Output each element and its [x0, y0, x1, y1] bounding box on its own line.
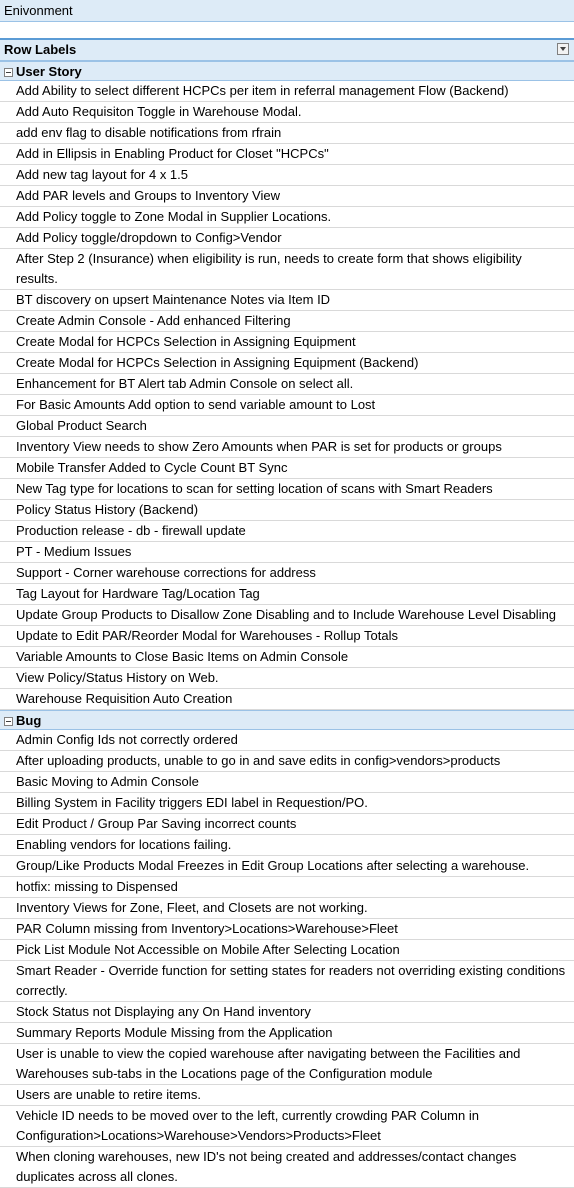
row-label-item[interactable]: Edit Product / Group Par Saving incorrect counts — [0, 814, 574, 835]
filter-dropdown-icon[interactable] — [557, 43, 569, 55]
row-label-item[interactable]: Users are unable to retire items. — [0, 1085, 574, 1106]
row-label-item[interactable]: Summary Reports Module Missing from the Application — [0, 1023, 574, 1044]
row-label-item[interactable]: Inventory View needs to show Zero Amounts when PAR is set for products or groups — [0, 437, 574, 458]
collapse-icon[interactable] — [4, 717, 13, 726]
row-label-item[interactable]: hotfix: missing to Dispensed — [0, 877, 574, 898]
group-row-user-story[interactable] — [0, 61, 574, 81]
pivot-groups — [0, 61, 574, 1188]
row-label-item[interactable]: Create Modal for HCPCs Selection in Assigning Equipment (Backend) — [0, 353, 574, 374]
row-label-item[interactable]: Add Ability to select different HCPCs per item in referral management Flow (Backend) — [0, 81, 574, 102]
row-label-item[interactable]: Create Admin Console - Add enhanced Filtering — [0, 311, 574, 332]
row-label-item[interactable]: For Basic Amounts Add option to send variable amount to Lost — [0, 395, 574, 416]
row-label-item[interactable]: Pick List Module Not Accessible on Mobile After Selecting Location — [0, 940, 574, 961]
row-label-item[interactable]: Add Policy toggle/dropdown to Config>Vendor — [0, 228, 574, 249]
row-label-item[interactable]: Billing System in Facility triggers EDI label in Requestion/PO. — [0, 793, 574, 814]
row-label-item[interactable]: View Policy/Status History on Web. — [0, 668, 574, 689]
row-label-item[interactable]: Update Group Products to Disallow Zone Disabling and to Include Warehouse Level Disabling — [0, 605, 574, 626]
group-label: Bug — [16, 713, 42, 728]
row-label-item[interactable]: Vehicle ID needs to be moved over to the left, currently crowding PAR Column in Configuration>Locations>Warehouse>Vendors>Products>Fleet — [0, 1106, 574, 1147]
row-label-item[interactable]: Add Policy toggle to Zone Modal in Supplier Locations. — [0, 207, 574, 228]
row-label-item[interactable]: add env flag to disable notifications from rfrain — [0, 123, 574, 144]
row-labels-label: Row Labels — [4, 42, 77, 57]
row-label-item[interactable]: BT discovery on upsert Maintenance Notes via Item ID — [0, 290, 574, 311]
collapse-icon[interactable] — [4, 68, 13, 77]
blank-row — [0, 22, 574, 40]
row-label-item[interactable]: Group/Like Products Modal Freezes in Edit Group Locations after selecting a warehouse. — [0, 856, 574, 877]
row-label-item[interactable]: Stock Status not Displaying any On Hand inventory — [0, 1002, 574, 1023]
row-label-item[interactable]: After Step 2 (Insurance) when eligibility is run, needs to create form that shows eligibility results. — [0, 249, 574, 290]
row-label-item[interactable]: Tag Layout for Hardware Tag/Location Tag — [0, 584, 574, 605]
row-label-item[interactable]: Mobile Transfer Added to Cycle Count BT Sync — [0, 458, 574, 479]
row-label-item[interactable]: Production release - db - firewall update — [0, 521, 574, 542]
row-label-item[interactable]: Update to Edit PAR/Reorder Modal for Warehouses - Rollup Totals — [0, 626, 574, 647]
environment-filter-row[interactable]: Enivonment — [0, 0, 574, 22]
row-label-item[interactable]: Enhancement for BT Alert tab Admin Console on select all. — [0, 374, 574, 395]
group-row-bug[interactable] — [0, 710, 574, 730]
row-label-item[interactable]: New Tag type for locations to scan for setting location of scans with Smart Readers — [0, 479, 574, 500]
row-label-item[interactable]: Add PAR levels and Groups to Inventory View — [0, 186, 574, 207]
row-label-item[interactable]: User is unable to view the copied warehouse after navigating between the Facilities and Warehouses sub-tabs in the Locations page of the Configuration module — [0, 1044, 574, 1085]
row-label-item[interactable]: When cloning warehouses, new ID's not being created and addresses/contact changes duplicates across all clones. — [0, 1147, 574, 1188]
row-label-item[interactable]: Warehouse Requisition Auto Creation — [0, 689, 574, 710]
row-label-item[interactable]: Add new tag layout for 4 x 1.5 — [0, 165, 574, 186]
row-label-item[interactable]: Basic Moving to Admin Console — [0, 772, 574, 793]
row-label-item[interactable]: Add Auto Requisiton Toggle in Warehouse Modal. — [0, 102, 574, 123]
row-label-item[interactable]: Add in Ellipsis in Enabling Product for Closet "HCPCs" — [0, 144, 574, 165]
row-label-item[interactable]: Global Product Search — [0, 416, 574, 437]
row-label-item[interactable]: Smart Reader - Override function for setting states for readers not overriding existing conditions correctly. — [0, 961, 574, 1002]
row-label-item[interactable]: Variable Amounts to Close Basic Items on Admin Console — [0, 647, 574, 668]
row-label-item[interactable]: Enabling vendors for locations failing. — [0, 835, 574, 856]
row-label-item[interactable]: Support - Corner warehouse corrections for address — [0, 563, 574, 584]
row-label-item[interactable]: PT - Medium Issues — [0, 542, 574, 563]
row-label-item[interactable]: PAR Column missing from Inventory>Locations>Warehouse>Fleet — [0, 919, 574, 940]
row-label-item[interactable]: Create Modal for HCPCs Selection in Assigning Equipment — [0, 332, 574, 353]
row-label-item[interactable]: Admin Config Ids not correctly ordered — [0, 730, 574, 751]
row-label-item[interactable]: Policy Status History (Backend) — [0, 500, 574, 521]
row-labels-header[interactable] — [0, 40, 574, 61]
group-label: User Story — [16, 64, 82, 79]
row-label-item[interactable]: After uploading products, unable to go in and save edits in config>vendors>products — [0, 751, 574, 772]
row-label-item[interactable]: Inventory Views for Zone, Fleet, and Closets are not working. — [0, 898, 574, 919]
